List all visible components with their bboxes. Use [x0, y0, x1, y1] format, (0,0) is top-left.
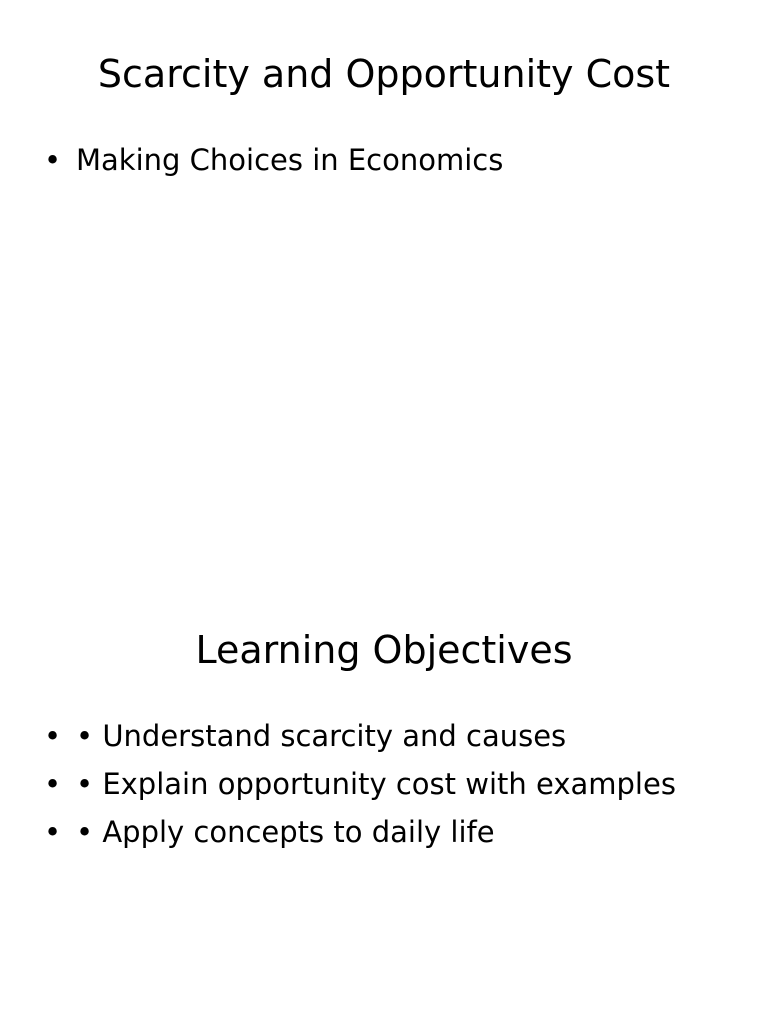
bullet-item: [0, 764, 768, 812]
bullet-text: • Understand scarcity and causes: [76, 719, 567, 753]
bullet-marker: •: [44, 143, 62, 177]
bullet-list: [0, 716, 768, 860]
slide-title: Scarcity and Opportunity Cost: [97, 52, 671, 96]
slide-title: Learning Objectives: [195, 628, 573, 672]
bullet-marker: •: [44, 815, 62, 849]
bullet-marker: •: [44, 767, 62, 801]
bullet-item: [0, 140, 768, 188]
bullet-item: [0, 812, 768, 860]
slide-2: [0, 576, 768, 1024]
bullet-text: • Explain opportunity cost with examples: [76, 767, 676, 801]
bullet-marker: •: [44, 719, 62, 753]
bullet-text: Making Choices in Economics: [76, 143, 504, 177]
bullet-item: [0, 716, 768, 764]
bullet-text: • Apply concepts to daily life: [76, 815, 495, 849]
bullet-list: [0, 140, 768, 188]
